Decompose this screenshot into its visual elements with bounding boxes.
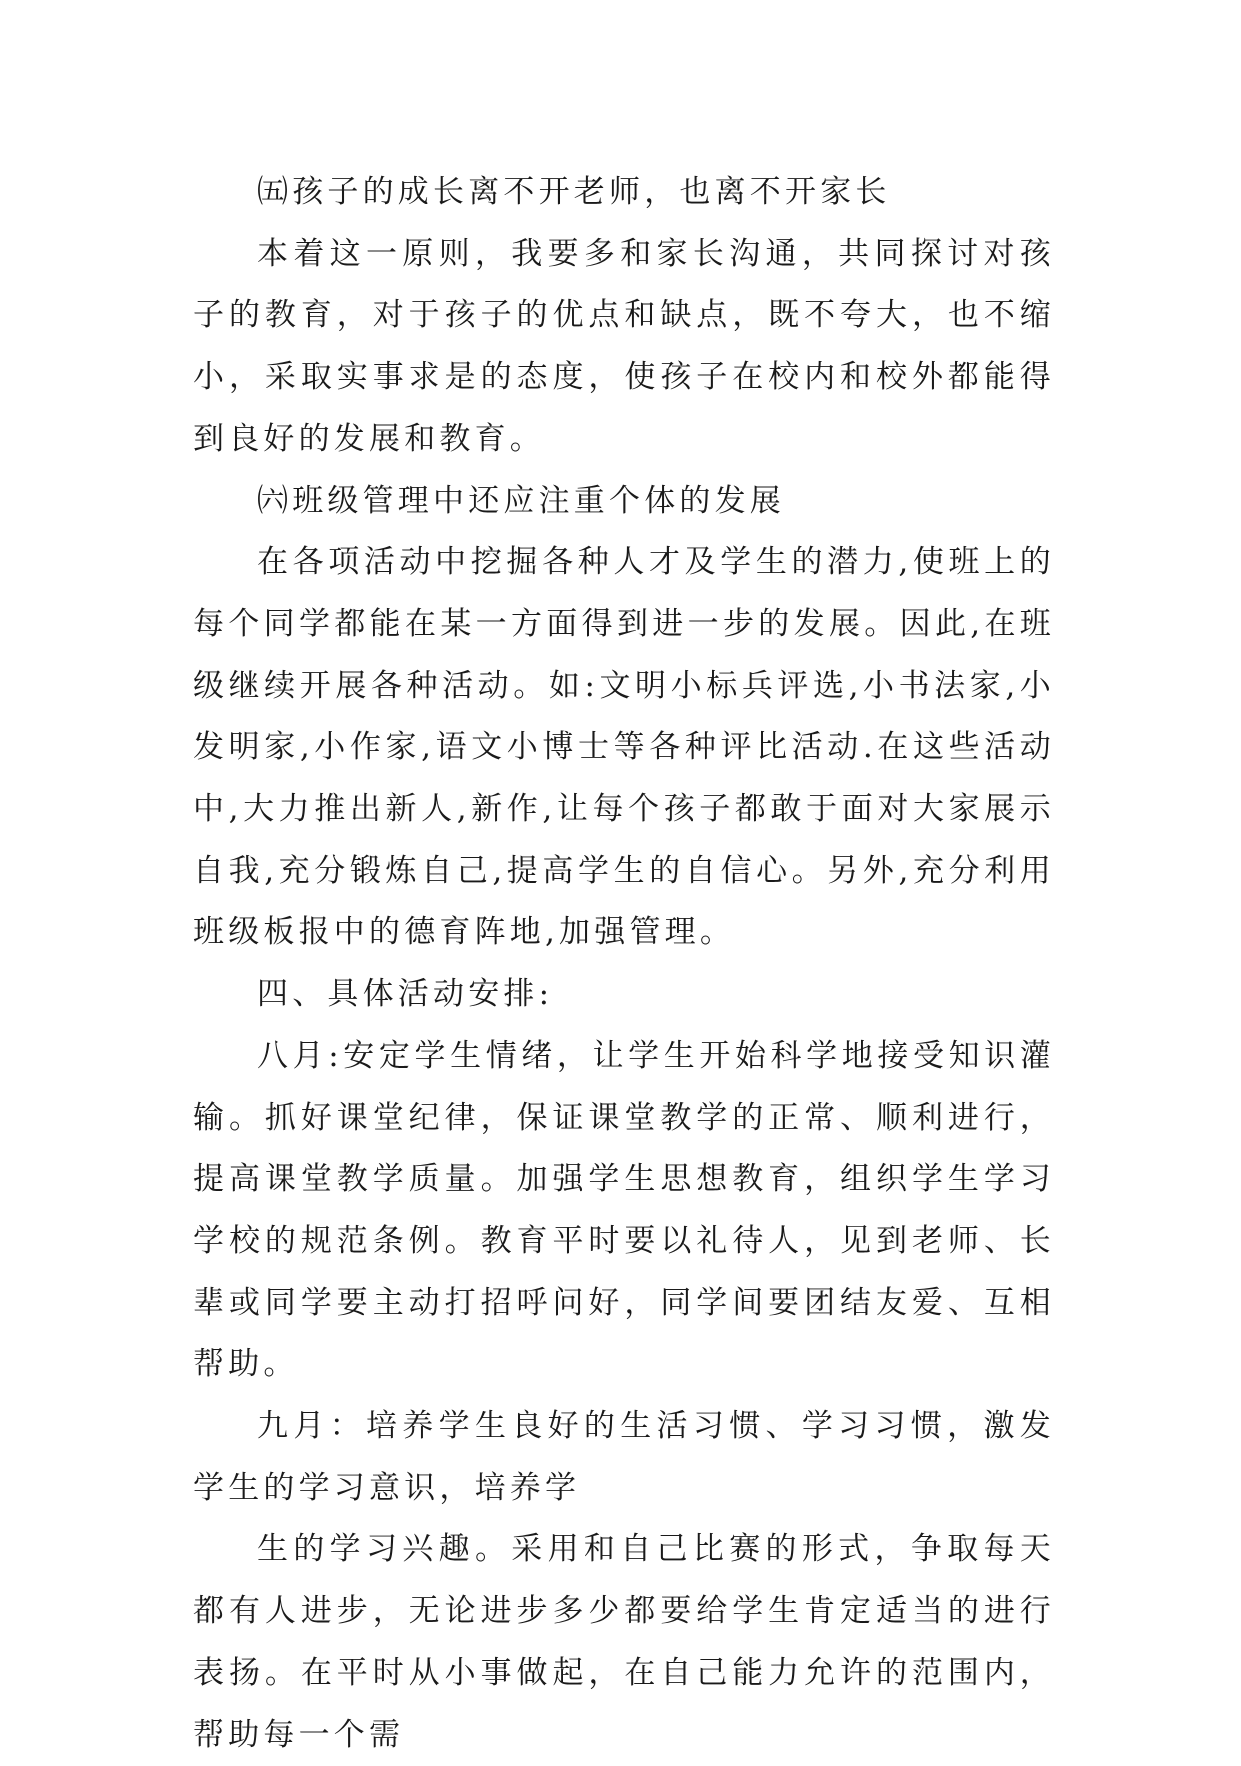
section-heading-5: ㈤孩子的成长离不开老师，也离不开家长 — [257, 174, 891, 210]
paragraph-class-activities: 在各项活动中挖掘各种人才及学生的潜力,使班上的每个同学都能在某一方面得到进一步的发展。因此,在班级继续开展各种活动。如:文明小标兵评选,小书法家,小发明家,小作家,语文小博士等各种评比活动.在这些活动中,大力推出新人,新作,让每个孩子都敢于面对大家展示自我,充分锻炼自己,提高学生的自信心。另外,充分利用班级板报中的德育阵地,加强管理。 — [193, 544, 1055, 951]
paragraph-september-continued: 生的学习兴趣。采用和自己比赛的形式，争取每天都有人进步，无论进步多少都要给学生肯定适当的进行表扬。在平时从小事做起，在自己能力允许的范围内，帮助每一个需 — [193, 1531, 1055, 1753]
document-body — [193, 162, 1055, 1766]
section-heading-activity-schedule: 四、具体活动安排: — [257, 976, 554, 1013]
paragraph-august: 八月:安定学生情绪，让学生开始科学地接受知识灌输。抓好课堂纪律，保证课堂教学的正常、顺利进行，提高课堂教学质量。加强学生思想教育，组织学生学习学校的规范条例。教育平时要以礼待人，见到老师、长辈或同学要主动打招呼问好，同学间要团结友爱、互相帮助。 — [193, 1037, 1055, 1383]
paragraph-september: 九月：培养学生良好的生活习惯、学习习惯，激发学生的学习意识，培养学 — [193, 1408, 1055, 1506]
section-heading-6: ㈥班级管理中还应注重个体的发展 — [257, 482, 785, 519]
paragraph-parent-communication: 本着这一原则，我要多和家长沟通，共同探讨对孩子的教育，对于孩子的优点和缺点，既不夸大，也不缩小，采取实事求是的态度，使孩子在校内和校外都能得到良好的发展和教育。 — [193, 235, 1055, 457]
